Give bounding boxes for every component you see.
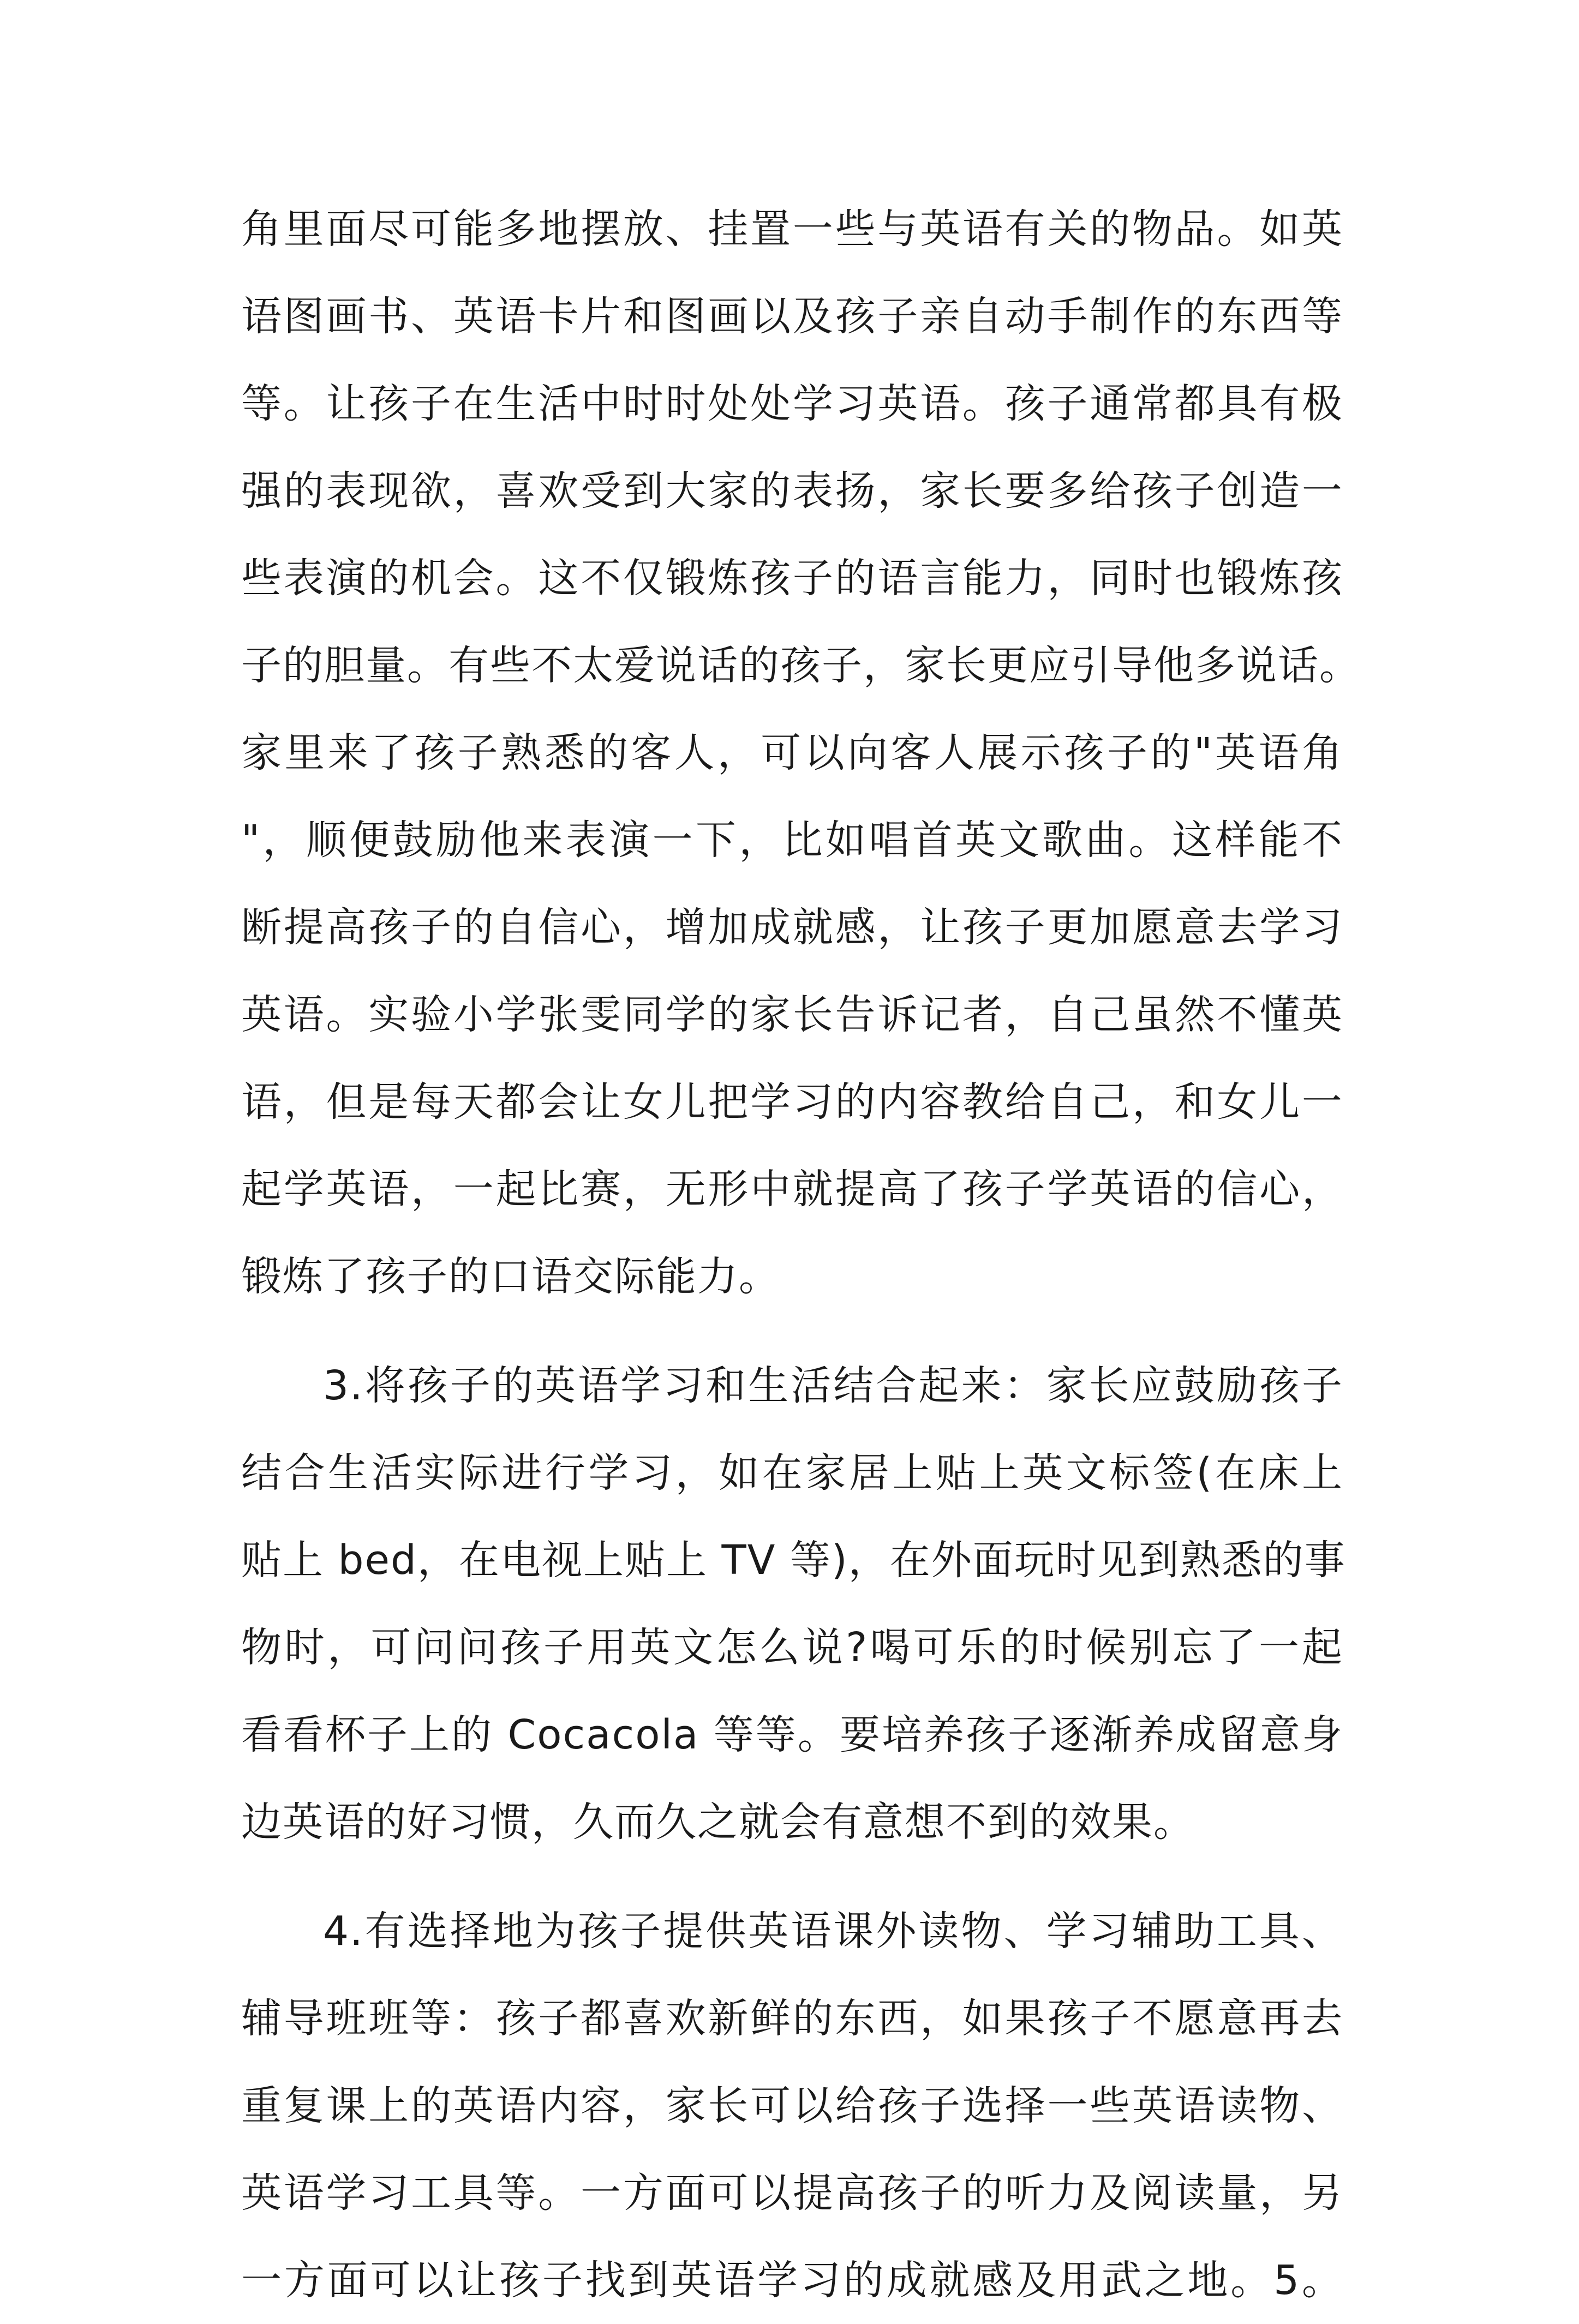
- paragraph-line: 英语。实验小学张雯同学的家长告诉记者，自己虽然不懂英: [241, 991, 1343, 1038]
- paragraph-line: 子的胆量。有些不太爱说话的孩子，家长更应引导他多说话。: [241, 642, 1361, 689]
- paragraph-line: 语图画书、英语卡片和图画以及孩子亲自动手制作的东西等: [241, 293, 1343, 340]
- paragraph-line: 语，但是每天都会让女儿把学习的内容教给自己，和女儿一: [241, 1079, 1343, 1125]
- paragraph-line: 断提高孩子的自信心，增加成就感，让孩子更加愿意去学习: [241, 904, 1343, 951]
- paragraph-line: 重复课上的英语内容，家长可以给孩子选择一些英语读物、: [241, 2082, 1343, 2129]
- paragraph-line: 一方面可以让孩子找到英语学习的成就感及用武之地。5。: [241, 2257, 1343, 2304]
- paragraph-line: 些表演的机会。这不仅锻炼孩子的语言能力，同时也锻炼孩: [241, 555, 1343, 602]
- paragraph-3: [241, 1888, 1343, 2324]
- paragraph-line: 锻炼了孩子的口语交际能力。: [241, 1253, 780, 1300]
- document-body: [241, 185, 1361, 2324]
- paragraph-line: 3.将孩子的英语学习和生活结合起来：家长应鼓励孩子: [323, 1362, 1343, 1409]
- paragraph-line: 贴上 bed，在电视上贴上 TV 等)，在外面玩时见到熟悉的事: [241, 1537, 1346, 1584]
- paragraph-line: 起学英语，一起比赛，无形中就提高了孩子学英语的信心，: [241, 1166, 1343, 1213]
- paragraph-line: 边英语的好习惯，久而久之就会有意想不到的效果。: [241, 1799, 1195, 1846]
- paragraph-line: 等。让孩子在生活中时时处处学习英语。孩子通常都具有极: [241, 380, 1343, 427]
- paragraph-1: [241, 185, 1361, 1320]
- paragraph-line: 角里面尽可能多地摆放、挂置一些与英语有关的物品。如英: [241, 206, 1343, 253]
- paragraph-line: 辅导班班等：孩子都喜欢新鲜的东西，如果孩子不愿意再去: [241, 1995, 1343, 2042]
- paragraph-2: [241, 1342, 1346, 1866]
- paragraph-line: 看看杯子上的 Cocacola 等等。要培养孩子逐渐养成留意身: [241, 1711, 1343, 1758]
- paragraph-line: 物时，可问问孩子用英文怎么说?喝可乐的时候别忘了一起: [241, 1624, 1343, 1671]
- paragraph-line: 家里来了孩子熟悉的客人，可以向客人展示孩子的"英语角: [241, 729, 1343, 776]
- paragraph-line: 结合生活实际进行学习，如在家居上贴上英文标签(在床上: [241, 1449, 1343, 1496]
- paragraph-line: 4.有选择地为孩子提供英语课外读物、学习辅助工具、: [323, 1908, 1343, 1955]
- paragraph-line: 强的表现欲，喜欢受到大家的表扬，家长要多给孩子创造一: [241, 468, 1343, 514]
- paragraph-line: "，顺便鼓励他来表演一下，比如唱首英文歌曲。这样能不: [241, 817, 1343, 864]
- paragraph-line: 英语学习工具等。一方面可以提高孩子的听力及阅读量，另: [241, 2170, 1343, 2217]
